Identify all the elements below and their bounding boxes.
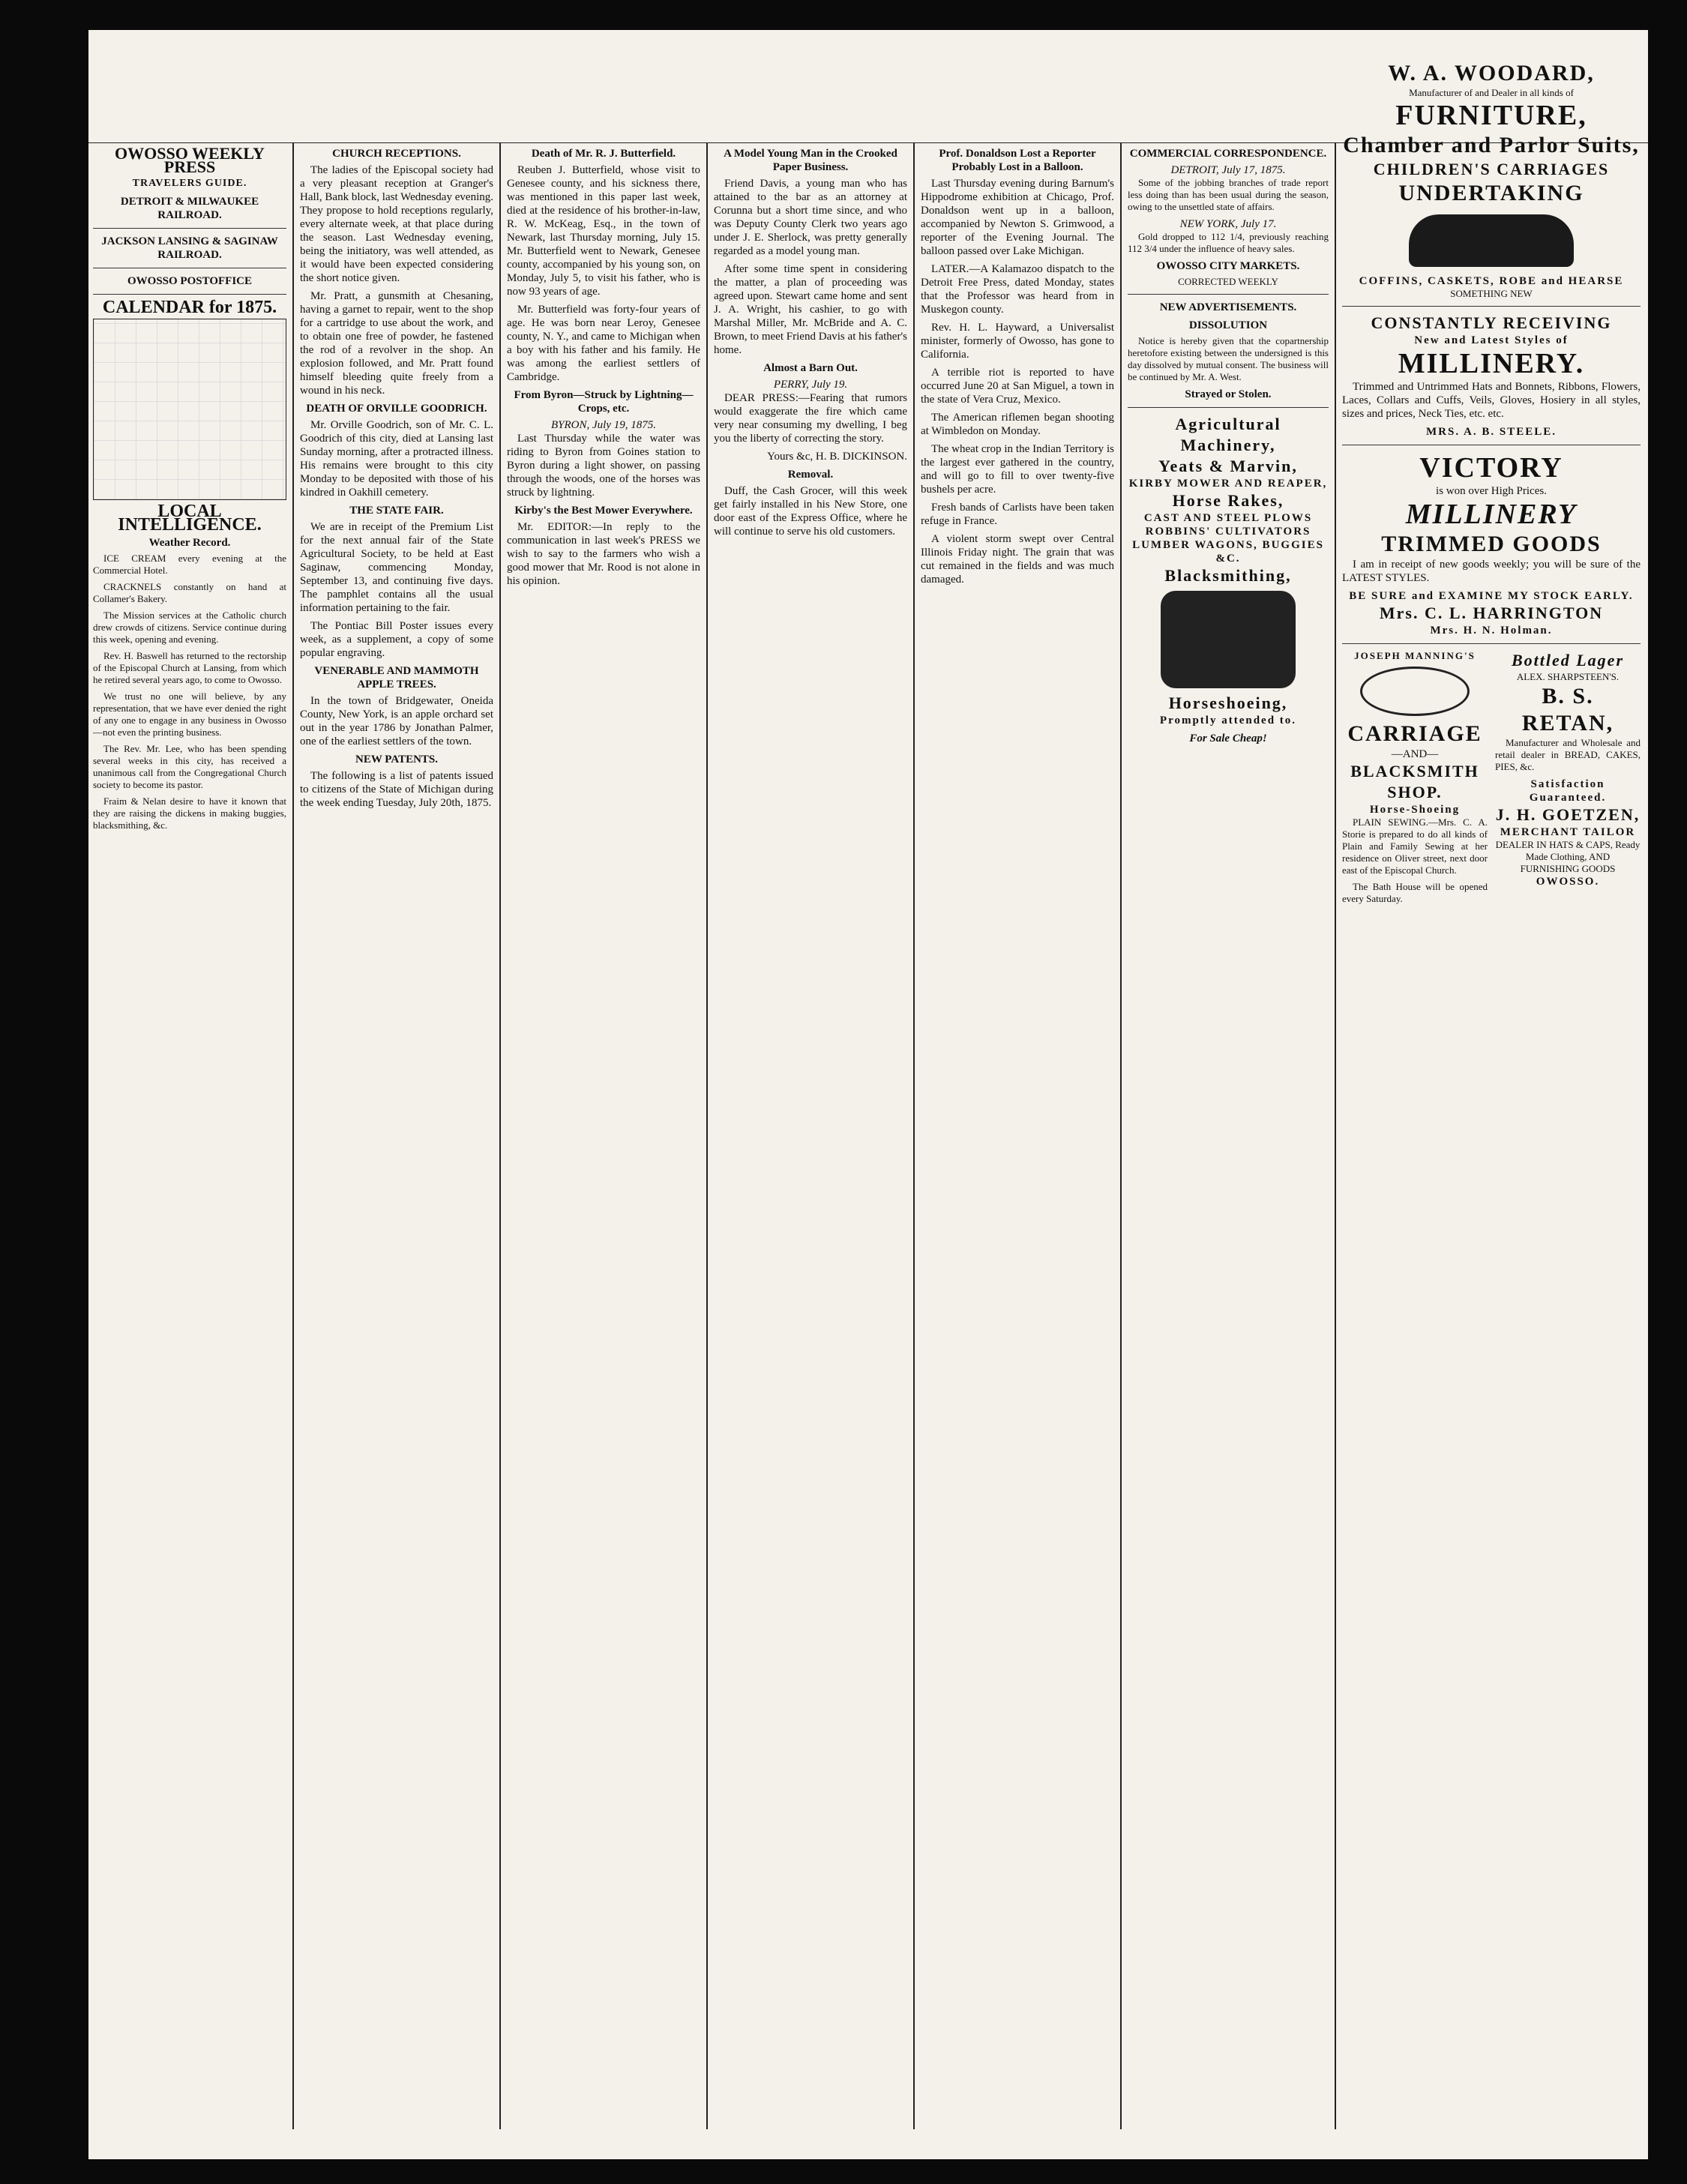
article-text: Friend Davis, a young man who has attained to the bar as an attorney at Corunna but a short time since, and who was Deputy County Clerk two years ago under J. E. Sherlock, was pretty generally regarded as a model young man. [714,178,907,257]
local-item: Fraim & Nelan desire to have it known that they are raising the dickens in making buggies, blacksmithing, &c. [93,795,286,831]
new-goods: I am in receipt of new goods weekly; you will be sure of the LATEST STYLES. [1342,559,1641,584]
article-text: DEAR PRESS:—Fearing that rumors would exaggerate the fire which came very near consuming my dwelling, I beg you the liberty of correcting the story. [714,392,907,445]
manning-ad [1342,650,1488,909]
article-text: The Pontiac Bill Poster issues every week, as a supplement, a copy of some popular engraving. [300,620,493,659]
bath: The Bath House will be opened every Saturday. [1342,881,1488,904]
article-heading: From Byron—Struck by Lightning—Crops, etc. [514,389,694,415]
hearse-illustration [1409,214,1574,267]
and: —AND— [1391,748,1439,760]
stray-heading: Strayed or Stolen. [1185,388,1272,400]
ad-line: Blacksmithing, [1164,566,1292,585]
millinery-2: MILLINERY [1405,499,1578,530]
article-text: Mr. Orville Goodrich, son of Mr. C. L. Goodrich of this city, died at Lansing last Sunday morning, after a protracted illness. His remains were brought to this city Monday to be deposited with those of his kindred in Oakhill cemetery. [300,419,493,499]
carriage: CARRIAGE [1347,721,1482,746]
rail-heading-2: JACKSON LANSING & SAGINAW RAILROAD. [101,235,278,261]
local-heading: LOCAL INTELLIGENCE. [118,502,262,535]
masthead: OWOSSO WEEKLY PRESS [115,144,265,176]
woodard-title: W. A. WOODARD, [1388,61,1595,85]
article-text: A terrible riot is reported to have occurred June 20 at San Miguel, a town in the state of Vera Cruz, Mexico. [921,367,1114,406]
article-text: The wheat crop in the Indian Territory is the largest ever gathered in the country, and will go to fill to over twenty-five bushels per acre. [921,443,1114,496]
calendar-grid [93,319,286,500]
goetzen: J. H. GOETZEN, [1495,805,1641,824]
dealer: DEALER IN HATS & CAPS, Ready Made Clothing, AND FURNISHING GOODS [1495,839,1641,874]
retan-sub: Manufacturer and Wholesale and retail dealer in BREAD, CAKES, PIES, &c. [1495,737,1641,772]
something-new: SOMETHING NEW [1450,288,1533,299]
markets-heading: OWOSSO CITY MARKETS. [1156,260,1300,272]
column-5 [916,142,1119,2129]
examine: BE SURE and EXAMINE MY STOCK EARLY. [1349,590,1634,602]
bottom-ads [1342,650,1641,909]
column-7 [1338,60,1645,2129]
ad-line: Promptly attended to. [1159,715,1297,727]
victory: VICTORY [1419,452,1563,484]
article-text: Notice is hereby given that the copartnership heretofore existing between the undersigned is this day dissolved by mutual consent. The business will be continued by Mr. A. West. [1128,335,1329,382]
column-3 [502,142,705,2129]
column-1 [88,142,291,2129]
retan-ad [1495,650,1641,909]
article-text: A violent storm swept over Central Illinois Friday night. The grain that was cut remained in the fields and was much damaged. [921,533,1114,586]
postoffice-heading: OWOSSO POSTOFFICE [127,275,252,287]
article-heading: Death of Mr. R. J. Butterfield. [531,148,676,160]
steele: MRS. A. B. STEELE. [1426,426,1557,438]
millinery-1: MILLINERY. [1398,348,1585,379]
column-6 [1123,142,1333,2129]
article-text: The following is a list of patents issued to citizens of the State of Michigan during the week ending Tuesday, July 20th, 1875. [300,770,493,809]
owosso: OWOSSO. [1536,876,1600,888]
victory-sub: is won over High Prices. [1436,485,1547,497]
article-text: Some of the jobbing branches of trade report less doing than has been usual during the season, owing to the unsettled state of affairs. [1128,177,1329,212]
ad-line: Horseshoeing, [1168,694,1288,712]
article-text: Duff, the Cash Grocer, will this week get fairly installed in his New Store, one door east of the Express Office, where he will continue to serve his old customers. [714,485,907,538]
article-text: We are in receipt of the Premium List for the next annual fair of the State Agricultural Society, to be held at East Saginaw, commencing Monday, September 13, and continuing five days. The pamphlet contains all the usual information pertaining to the fair. [300,521,493,614]
dateline: NEW YORK, July 17. [1179,218,1277,230]
horse-illustration [1161,591,1296,688]
chamber: Chamber and Parlor Suits, [1343,133,1640,157]
ad-line: ROBBINS' CULTIVATORS [1145,526,1311,538]
dateline: BYRON, July 19, 1875. [551,419,656,431]
new-ads-heading: NEW ADVERTISEMENTS. [1159,301,1297,313]
article-text: Last Thursday while the water was riding to Byron from Goines station to Byron during a light shower, on passing through the woods, one of the horses was struck by lightning. [507,433,700,499]
woodard-sub: Manufacturer of and Dealer in all kinds of [1409,87,1574,98]
for-sale: For Sale Cheap! [1189,732,1267,744]
article-heading: COMMERCIAL CORRESPONDENCE. [1129,148,1327,160]
latest: New and Latest Styles of [1414,334,1569,346]
signature: Yours &c, H. B. DICKINSON. [767,451,907,463]
local-item: The Mission services at the Catholic church drew crowds of citizens. Service continue during this week, opening and evening. [93,610,286,645]
article-heading: Prof. Donaldson Lost a Reporter Probably Lost in a Balloon. [939,148,1096,173]
retan: B. S. RETAN, [1521,684,1614,735]
coffins: COFFINS, CASKETS, ROBE and HEARSE [1359,275,1624,287]
article-text: After some time spent in considering the matter, a plan of proceeding was agreed upon. Stewart came home and sent J. A. Wright, his cashier, to go with Marshal Miller, Mr. McBride and A. C. Brown, to meet Friend Davis at his father's home. [714,263,907,356]
article-heading: A Model Young Man in the Crooked Paper Business. [724,148,897,173]
article-text: Last Thursday evening during Barnum's Hippodrome exhibition at Chicago, Prof. Donaldson went up in a balloon, accompanied by Newton S. Grimwood, a reporter of the Evening Journal. The balloon passed over Lake Michigan. [921,178,1114,257]
dateline: DETROIT, July 17, 1875. [1170,164,1286,176]
column-4 [709,142,912,2129]
undertaking: UNDERTAKING [1398,181,1584,205]
ad-firm: Yeats & Marvin, [1158,457,1298,475]
buggy-illustration [1360,667,1470,716]
ad-line: KIRBY MOWER AND REAPER, [1128,478,1328,490]
manning: JOSEPH MANNING'S [1354,650,1476,661]
childrens: CHILDREN'S CARRIAGES [1373,160,1610,178]
article-text: The ladies of the Episcopal society had a very pleasant reception at Granger's Hall, Bank block, last Wednesday evening. They propose to hold receptions regularly, every alternate week, at that place during the season. Last Wednesday evening, being the initiatory, was well attended, as it would have been expected considering the short notice given. [300,164,493,284]
travelers-guide: TRAVELERS GUIDE. [132,178,247,189]
local-item: ICE CREAM every evening at the Commercial Hotel. [93,553,286,576]
article-heading: NEW PATENTS. [355,753,439,765]
article-heading: DEATH OF ORVILLE GOODRICH. [306,403,487,415]
dateline: PERRY, July 19. [773,379,848,391]
ad-line: Horse Rakes, [1172,491,1284,510]
furniture: FURNITURE, [1395,100,1587,131]
article-heading: CHURCH RECEPTIONS. [332,148,461,160]
millinery-text: Trimmed and Untrimmed Hats and Bonnets, Ribbons, Flowers, Laces, Collars and Cuffs, Veils, Gloves, Hosiery in all styles, sizes and prices, Neck Ties, etc. etc. [1342,381,1641,420]
newspaper-page [88,30,1648,2159]
dissolution-heading: DISSOLUTION [1188,319,1268,331]
ad-line: CAST AND STEEL PLOWS [1143,512,1313,524]
tailor: MERCHANT TAILOR [1500,826,1636,838]
calendar-title: CALENDAR for 1875. [102,298,277,317]
article-text: The American riflemen began shooting at Wimbledon on Monday. [921,412,1114,437]
article-text: Rev. H. L. Hayward, a Universalist minister, formerly of Owosso, has gone to California. [921,322,1114,361]
column-2 [295,142,498,2129]
trimmed-goods: TRIMMED GOODS [1381,532,1602,556]
article-heading: Removal. [787,469,834,481]
article-heading: THE STATE FAIR. [349,505,444,517]
article-text: Reuben J. Butterfield, whose visit to Genesee county, and his sickness there, was mentioned in this paper last week, died at the residence of his brother-in-law, R. W. McKeag, Esq., in the town of Newark, last Thursday morning, July 15. Mr. Butterfield went to Newark, Genesee county, accompanied by his young son, on Monday, July 5, to visit his father, who is now 93 years of age. [507,164,700,298]
article-text: LATER.—A Kalamazoo dispatch to the Detroit Free Press, dated Monday, states that the Professor was heard from in Muskegon county. [921,263,1114,316]
article-text: In the town of Bridgewater, Oneida County, New York, is an apple orchard set out in the year 1786 by Jonathan Palmer, one of the earliest settlers of the town. [300,695,493,747]
markets-sub: CORRECTED WEEKLY [1178,276,1278,287]
local-item: We trust no one will believe, by any representation, that we have ever denied the right of any one to engage in any business in Owosso—not even the printing business. [93,691,286,738]
article-heading: Almost a Barn Out. [763,362,858,374]
article-text: Mr. Butterfield was forty-four years of age. He was born near Leroy, Genesee county, N. Y., and came to Michigan when a boy with his father and his family. He was among the earliest settlers of Cambridge. [507,304,700,383]
sewing: PLAIN SEWING.—Mrs. C. A. Storie is prepared to do all kinds of Plain and Family Sewing at her residence on Oliver street, next door east of the Episcopal Church. [1342,816,1488,876]
weather-heading: Weather Record. [148,537,231,549]
satisfaction: Satisfaction Guaranteed. [1529,778,1607,804]
local-item: CRACKNELS constantly on hand at Collamer's Bakery. [93,581,286,604]
ad-line: LUMBER WAGONS, BUGGIES &C. [1132,539,1324,565]
harrington: Mrs. C. L. HARRINGTON [1379,604,1604,622]
local-item: Rev. H. Baswell has returned to the rectorship of the Episcopal Church at Lansing, from which he retired several years ago, to come to Owosso. [93,650,286,685]
article-text: Mr. Pratt, a gunsmith at Chesaning, having a garnet to repair, went to the shop for a cartridge to use about the work, and to obtain one free of powder, he fastened the rod of a revolver in the shop. An explosion followed, and Mr. Pratt found himself bleeding quite freely from a wound in his neck. [300,290,493,397]
rail-heading-1: DETROIT & MILWAUKEE RAILROAD. [120,196,259,221]
blacksmith: BLACKSMITH SHOP. [1350,762,1479,801]
article-text: Fresh bands of Carlists have been taken refuge in France. [921,502,1114,527]
ad-title: Agricultural Machinery, [1175,415,1281,454]
receiving: CONSTANTLY RECEIVING [1371,313,1612,332]
article-text: Gold dropped to 112 1/4, previously reaching 112 3/4 under the influence of heavy sales. [1128,231,1329,254]
article-heading: Kirby's the Best Mower Everywhere. [514,505,693,517]
bottled: Bottled Lager [1511,651,1625,670]
article-heading: VENERABLE AND MAMMOTH APPLE TREES. [314,665,479,691]
holman: Mrs. H. N. Holman. [1430,625,1553,637]
horseshoeing: Horse-Shoeing [1369,804,1461,816]
article-text: Mr. EDITOR:—In reply to the communication in last week's PRESS we wish to say to the farmers who wish a good mower that Mr. Rood is not alone in his opinion. [507,521,700,587]
local-item: The Rev. Mr. Lee, who has been spending several weeks in this city, has received a unanimous call from the Congregational Church society to become its pastor. [93,743,286,790]
sharpsteen: ALEX. SHARPSTEEN'S. [1516,671,1620,682]
